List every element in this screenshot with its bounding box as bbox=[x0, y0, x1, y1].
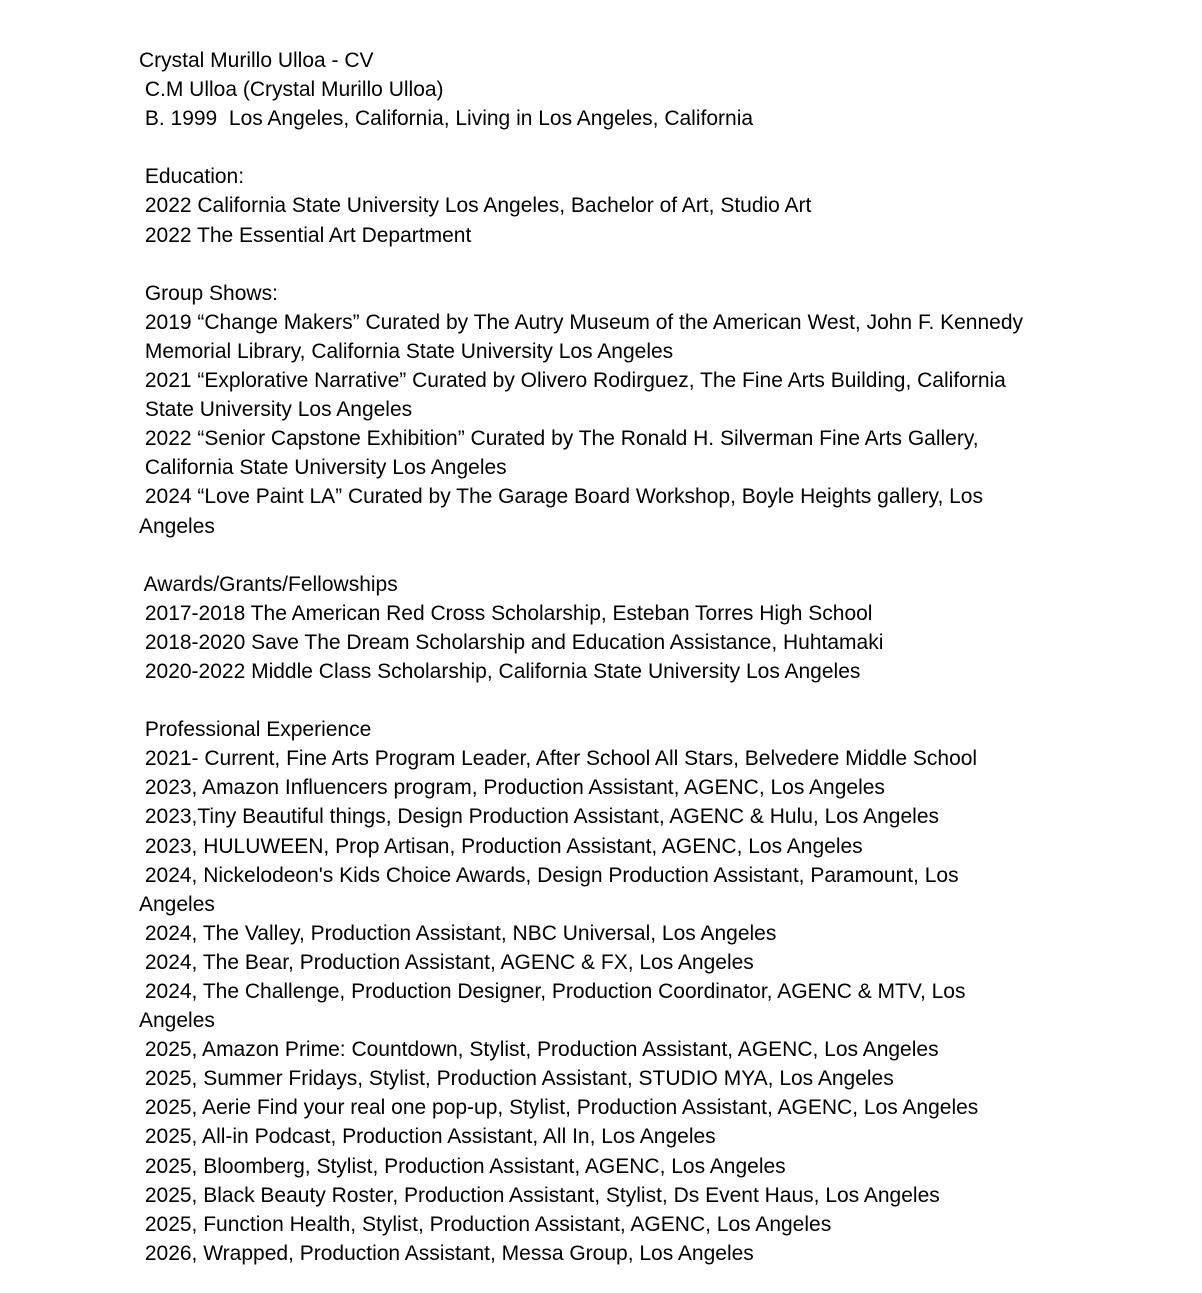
spacer bbox=[139, 686, 1139, 715]
experience-line: 2023,Tiny Beautiful things, Design Production Assistant, AGENC & Hulu, Los Angeles bbox=[139, 805, 939, 829]
experience-line: 2024, The Challenge, Production Designer, Production Coordinator, AGENC & MTV, Los bbox=[139, 980, 966, 1003]
group-show-line: 2022 “Senior Capstone Exhibition” Curated by The Ronald H. Silverman Fine Arts Gallery, bbox=[139, 427, 979, 451]
group-show-line: 2021 “Explorative Narrative” Curated by Olivero Rodirguez, The Fine Arts Building, California bbox=[139, 369, 1006, 393]
award-item: 2017-2018 The American Red Cross Scholarship, Esteban Torres High School bbox=[139, 601, 873, 625]
experience-line: 2021- Current, Fine Arts Program Leader, After School All Stars, Belvedere Middle School bbox=[139, 747, 978, 771]
experience-line: 2024, Nickelodeon's Kids Choice Awards, Design Production Assistant, Paramount, Los bbox=[139, 863, 959, 887]
experience-line: 2024, The Valley, Production Assistant, NBC Universal, Los Angeles bbox=[139, 921, 777, 945]
education-heading: Education: bbox=[139, 165, 245, 189]
cv-document bbox=[139, 46, 1139, 1268]
education-item: 2022 The Essential Art Department bbox=[139, 223, 472, 247]
spacer bbox=[139, 133, 1139, 162]
experience-line: 2025, Amazon Prime: Countdown, Stylist, Production Assistant, AGENC, Los Angeles bbox=[139, 1038, 939, 1062]
group-show-line: State University Los Angeles bbox=[139, 398, 413, 422]
experience-line: 2025, Bloomberg, Stylist, Production Assistant, AGENC, Los Angeles bbox=[139, 1154, 786, 1178]
experience-line: 2025, All-in Podcast, Production Assistant, All In, Los Angeles bbox=[139, 1125, 716, 1149]
experience-line: 2025, Aerie Find your real one pop-up, Stylist, Production Assistant, AGENC, Los Angeles bbox=[139, 1096, 979, 1120]
experience-line: 2026, Wrapped, Production Assistant, Messa Group, Los Angeles bbox=[139, 1241, 754, 1265]
group-show-line: California State University Los Angeles bbox=[139, 456, 507, 480]
spacer bbox=[139, 541, 1139, 570]
experience-line: 2023, HULUWEEN, Prop Artisan, Production Assistant, AGENC, Los Angeles bbox=[139, 834, 863, 858]
award-item: 2020-2022 Middle Class Scholarship, California State University Los Angeles bbox=[139, 659, 861, 683]
spacer bbox=[139, 250, 1139, 279]
group-show-line: 2024 “Love Paint LA” Curated by The Garage Board Workshop, Boyle Heights gallery, Los bbox=[139, 485, 983, 509]
award-item: 2018-2020 Save The Dream Scholarship and Education Assistance, Huhtamaki bbox=[139, 630, 884, 654]
experience-line: Angeles bbox=[139, 892, 215, 916]
experience-heading: Professional Experience bbox=[139, 718, 372, 742]
experience-line: Angeles bbox=[139, 1009, 215, 1033]
education-item: 2022 California State University Los Angeles, Bachelor of Art, Studio Art bbox=[139, 194, 812, 218]
birth-info: B. 1999 Los Angeles, California, Living in Los Angeles, California bbox=[139, 107, 754, 131]
experience-line: 2025, Summer Fridays, Stylist, Production Assistant, STUDIO MYA, Los Angeles bbox=[139, 1067, 894, 1091]
experience-line: 2025, Black Beauty Roster, Production Assistant, Stylist, Ds Event Haus, Los Angeles bbox=[139, 1183, 940, 1207]
experience-line: 2024, The Bear, Production Assistant, AGENC & FX, Los Angeles bbox=[139, 950, 754, 974]
experience-line: 2023, Amazon Influencers program, Production Assistant, AGENC, Los Angeles bbox=[139, 776, 885, 800]
group-show-line: 2019 “Change Makers” Curated by The Autry Museum of the American West, John F. Kennedy bbox=[139, 310, 1024, 334]
group-show-line: Angeles bbox=[139, 514, 215, 538]
group-show-line: Memorial Library, California State University Los Angeles bbox=[139, 339, 674, 363]
awards-heading: Awards/Grants/Fellowships bbox=[139, 572, 398, 596]
experience-line: 2025, Function Health, Stylist, Production Assistant, AGENC, Los Angeles bbox=[139, 1212, 832, 1236]
artist-alias: C.M Ulloa (Crystal Murillo Ulloa) bbox=[139, 78, 444, 102]
group-shows-heading: Group Shows: bbox=[139, 281, 278, 305]
cv-title: Crystal Murillo Ulloa - CV bbox=[139, 49, 374, 72]
